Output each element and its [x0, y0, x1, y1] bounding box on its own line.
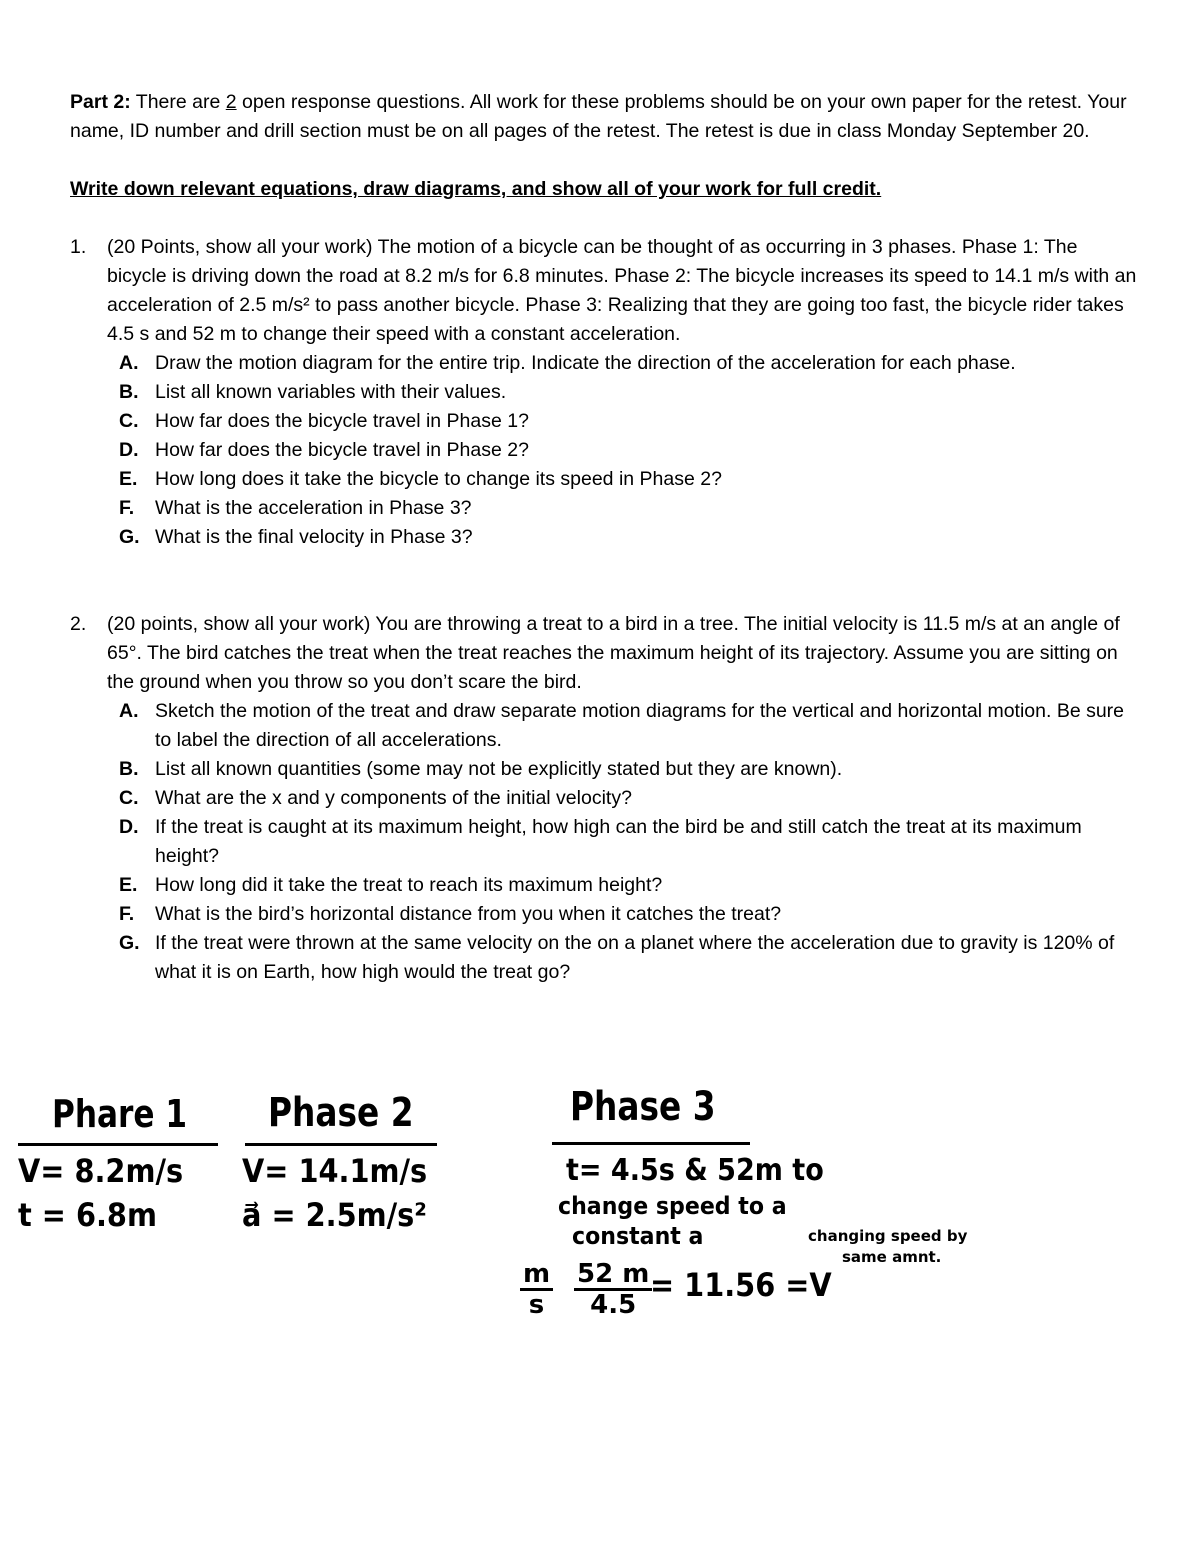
part-text: How far does the bicycle travel in Phase 1?	[155, 410, 529, 432]
part-text: What is the final velocity in Phase 3?	[155, 526, 473, 548]
phase3-result: = 11.56 =V	[650, 1266, 832, 1304]
part-letter: G.	[119, 932, 140, 954]
phase1-time: t = 6.8m	[18, 1196, 157, 1234]
phase3-side-note2: same amnt.	[842, 1248, 942, 1266]
question-part	[107, 813, 1140, 871]
question-part	[107, 465, 1140, 494]
question-part	[107, 900, 1140, 929]
part-letter: D.	[119, 439, 139, 461]
phase3-unit-fraction	[520, 1260, 553, 1319]
part-text: What is the bird’s horizontal distance from you when it catches the treat?	[155, 903, 782, 925]
intro-before-count: There are	[135, 91, 221, 113]
part-letter: B.	[119, 758, 139, 780]
question-part	[107, 436, 1140, 465]
part-text: What are the x and y components of the initial velocity?	[155, 787, 632, 809]
part-text: What is the acceleration in Phase 3?	[155, 497, 472, 519]
distance-numerator: 52 m	[574, 1260, 652, 1291]
phase3-line1: t= 4.5s & 52m to	[566, 1153, 824, 1188]
time-denominator: 4.5	[590, 1290, 637, 1320]
phase3-side-note1: changing speed by	[808, 1227, 968, 1245]
part-text: How far does the bicycle travel in Phase 2?	[155, 439, 529, 461]
question-1	[70, 233, 1140, 552]
phase1-underline	[18, 1143, 218, 1146]
part-letter: G.	[119, 526, 140, 548]
phase1-velocity: V= 8.2m/s	[18, 1152, 184, 1190]
phase2-title: Phase 2	[268, 1090, 414, 1136]
question-part	[107, 407, 1140, 436]
phase3-line2: change speed to a	[558, 1192, 787, 1220]
part-letter: C.	[119, 410, 139, 432]
phase3-underline	[552, 1142, 750, 1145]
part-label: Part 2:	[70, 91, 131, 113]
part-letter: D.	[119, 816, 139, 838]
intro-paragraph	[70, 88, 1140, 146]
question-part	[107, 871, 1140, 900]
question-count: 2	[225, 91, 237, 113]
phase3-title: Phase 3	[570, 1084, 716, 1130]
part-text: List all known variables with their values.	[155, 381, 507, 403]
question-text: (20 Points, show all your work) The motion of a bicycle can be thought of as occurring in 3 phases. Phase 1: The bicycle is driving down the road at 8.2 m/s for 6.8 minutes. Phase 2: The bicycle increases its speed to 14.1 m/s with an acceleration of 2.5 m/s² to pass another bicycle. Phase 3: Realizing that they are going too fast, the bicycle rider takes 4.5 s and 52 m to change their speed with a constant acceleration.	[107, 236, 1137, 345]
instruction-line: Write down relevant equations, draw diagrams, and show all of your work for full credit.	[70, 178, 882, 200]
phase3-distance-fraction	[574, 1260, 652, 1319]
part-letter: F.	[119, 903, 135, 925]
question-part	[107, 494, 1140, 523]
part-letter: F.	[119, 497, 135, 519]
typed-content	[70, 88, 1140, 987]
question-parts	[107, 697, 1140, 987]
phase2-acceleration: a⃗ = 2.5m/s²	[242, 1196, 427, 1234]
intro-after-count: open response questions. All work for these problems should be on your own paper for the retest. Your name, ID number and drill section must be on all pages of the retest. The retest is due in class Monday September 20.	[70, 91, 1127, 142]
part-text: Sketch the motion of the treat and draw separate motion diagrams for the vertical and horizontal motion. Be sure to label the direction of all accelerations.	[155, 700, 1125, 751]
question-number: 2.	[70, 613, 87, 635]
question-part	[107, 349, 1140, 378]
question-part	[107, 697, 1140, 755]
question-2	[70, 610, 1140, 987]
part-text: How long did it take the treat to reach its maximum height?	[155, 874, 663, 896]
question-part	[107, 378, 1140, 407]
part-letter: C.	[119, 787, 139, 809]
part-text: If the treat is caught at its maximum height, how high can the bird be and still catch the treat at its maximum height?	[155, 816, 1082, 867]
phase1-title: Phare 1	[52, 1092, 188, 1136]
question-part	[107, 929, 1140, 987]
part-text: List all known quantities (some may not be explicitly stated but they are known).	[155, 758, 843, 780]
part-text: How long does it take the bicycle to change its speed in Phase 2?	[155, 468, 722, 490]
phase2-underline	[245, 1143, 437, 1146]
part-letter: E.	[119, 468, 138, 490]
part-letter: A.	[119, 352, 139, 374]
question-part	[107, 755, 1140, 784]
part-letter: A.	[119, 700, 139, 722]
part-letter: B.	[119, 381, 139, 403]
unit-numerator: m	[520, 1260, 553, 1291]
question-number: 1.	[70, 236, 87, 258]
part-text: Draw the motion diagram for the entire trip. Indicate the direction of the acceleration for each phase.	[155, 352, 1016, 374]
part-letter: E.	[119, 874, 138, 896]
question-part	[107, 784, 1140, 813]
question-parts	[107, 349, 1140, 552]
phase3-line3: constant a	[572, 1222, 704, 1250]
unit-denominator: s	[528, 1290, 545, 1320]
question-part	[107, 523, 1140, 552]
phase2-velocity: V= 14.1m/s	[242, 1152, 428, 1190]
question-text: (20 points, show all your work) You are throwing a treat to a bird in a tree. The initial velocity is 11.5 m/s at an angle of 65°. The bird catches the treat when the treat reaches the maximum height of its trajectory. Assume you are sitting on the ground when you throw so you don’t scare the bird.	[107, 613, 1120, 693]
part-text: If the treat were thrown at the same velocity on the on a planet where the acceleration due to gravity is 120% of what it is on Earth, how high would the treat go?	[155, 932, 1115, 983]
